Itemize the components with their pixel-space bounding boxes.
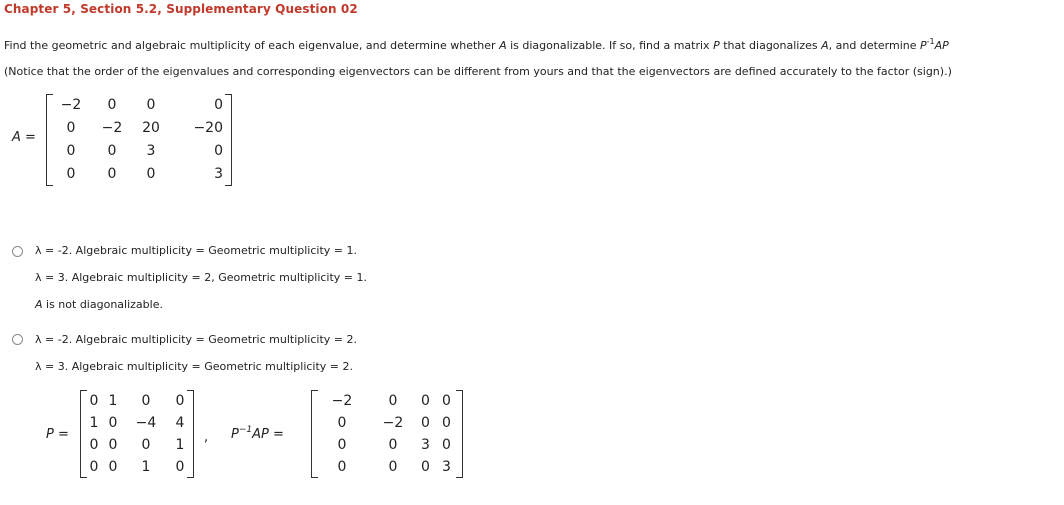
matrix-p-cell: 1	[141, 459, 151, 475]
matrix-d-cell: 0	[442, 393, 451, 409]
matrix-a-cell: 0	[66, 143, 76, 159]
matrix-d-cell: 0	[337, 437, 347, 453]
option-1-line-2: λ = 3. Algebraic multiplicity = 2, Geometric multiplicity = 1.	[35, 271, 368, 284]
matrix-d-cell: 0	[337, 415, 347, 431]
var-a: A	[35, 298, 43, 311]
matrix-a-cell: −20	[193, 120, 223, 136]
var-a: A	[821, 39, 829, 52]
superscript: -1	[926, 37, 935, 46]
question-text-part: that diagonalizes	[719, 39, 822, 52]
matrix-p-cell: 0	[89, 437, 99, 453]
question-text-part: Find the geometric and algebraic multiplicity of each eigenvalue, and determine whether	[4, 39, 500, 52]
matrix-a-cell: −2	[101, 120, 123, 136]
matrix-d-cell: 0	[442, 415, 451, 431]
matrix-p-cell: 0	[175, 393, 185, 409]
matrix-a-cell: 0	[146, 166, 156, 182]
matrix-p-cell: 0	[108, 437, 118, 453]
matrix-d-cell: 3	[442, 459, 451, 475]
matrix-d-cell: 0	[337, 459, 347, 475]
matrix-p-cell: 0	[141, 437, 151, 453]
option-1-line-3	[35, 298, 163, 311]
matrix-a-label: A =	[12, 130, 36, 145]
matrix-d-cell: −2	[382, 415, 404, 431]
matrix-p-label: P =	[46, 427, 69, 442]
matrix-a-cell: 0	[146, 97, 156, 113]
option-1-conclusion: is not diagonalizable.	[42, 298, 163, 311]
option-1-radio[interactable]	[12, 246, 23, 257]
var-ap: AP =	[252, 427, 284, 442]
question-note: (Notice that the order of the eigenvalues and corresponding eigenvectors can be different from yours and that the eigenvectors are defined accurately to the factor (sign).)	[4, 65, 952, 78]
var-ap: AP	[934, 39, 949, 52]
superscript: −1	[238, 425, 253, 435]
page-title: Chapter 5, Section 5.2, Supplementary Question 02	[4, 2, 358, 16]
matrix-p-cell: 1	[108, 393, 118, 409]
matrix-d-label	[231, 425, 284, 442]
option-2-line-2: λ = 3. Algebraic multiplicity = Geometric multiplicity = 2.	[35, 360, 354, 373]
question-text	[4, 37, 949, 52]
matrix-d-cell: 0	[388, 393, 398, 409]
question-text-part: is diagonalizable. If so, find a matrix	[506, 39, 714, 52]
matrix-d-cell: 0	[421, 393, 430, 409]
matrix-a-cell: 3	[146, 143, 156, 159]
matrix-a-cell: 0	[214, 143, 223, 159]
matrix-d-cell: 0	[442, 437, 451, 453]
option-1-line-1: λ = -2. Algebraic multiplicity = Geometric multiplicity = 1.	[35, 244, 357, 257]
var-p: P	[231, 427, 239, 442]
question-text-part: , and determine	[828, 39, 921, 52]
matrix-d	[311, 390, 463, 478]
matrix-p-cell: 0	[108, 415, 118, 431]
matrix-p	[80, 390, 194, 478]
matrix-a-cell: 0	[66, 120, 76, 136]
matrix-d-cell: 3	[421, 437, 430, 453]
var-a: A	[499, 39, 507, 52]
matrix-a-cell: 0	[107, 143, 117, 159]
matrix-p-cell: 1	[89, 415, 99, 431]
matrix-a-cell: 0	[107, 97, 117, 113]
matrix-a-cell: 3	[214, 166, 223, 182]
matrix-a-cell: 20	[142, 120, 160, 136]
option-2-line-1: λ = -2. Algebraic multiplicity = Geometric multiplicity = 2.	[35, 333, 357, 346]
var-p: P	[920, 39, 927, 52]
var-p: P	[713, 39, 720, 52]
matrix-a-cell: 0	[66, 166, 76, 182]
matrix-a-cell: 0	[214, 97, 223, 113]
matrix-p-cell: 0	[141, 393, 151, 409]
matrix-p-cell: −4	[135, 415, 157, 431]
matrix-a	[46, 94, 232, 186]
option-2-radio[interactable]	[12, 334, 23, 345]
matrix-p-cell: 0	[89, 459, 99, 475]
matrix-d-cell: −2	[331, 393, 353, 409]
matrix-p-cell: 0	[175, 459, 185, 475]
matrix-d-cell: 0	[421, 415, 430, 431]
matrix-a-cell: 0	[107, 166, 117, 182]
matrix-p-cell: 0	[89, 393, 99, 409]
matrix-d-cell: 0	[421, 459, 430, 475]
matrix-a-cell: −2	[60, 97, 82, 113]
separator-comma: ,	[204, 430, 209, 445]
matrix-d-cell: 0	[388, 437, 398, 453]
matrix-p-cell: 4	[175, 415, 185, 431]
matrix-d-cell: 0	[388, 459, 398, 475]
matrix-p-cell: 0	[108, 459, 118, 475]
matrix-p-cell: 1	[175, 437, 185, 453]
